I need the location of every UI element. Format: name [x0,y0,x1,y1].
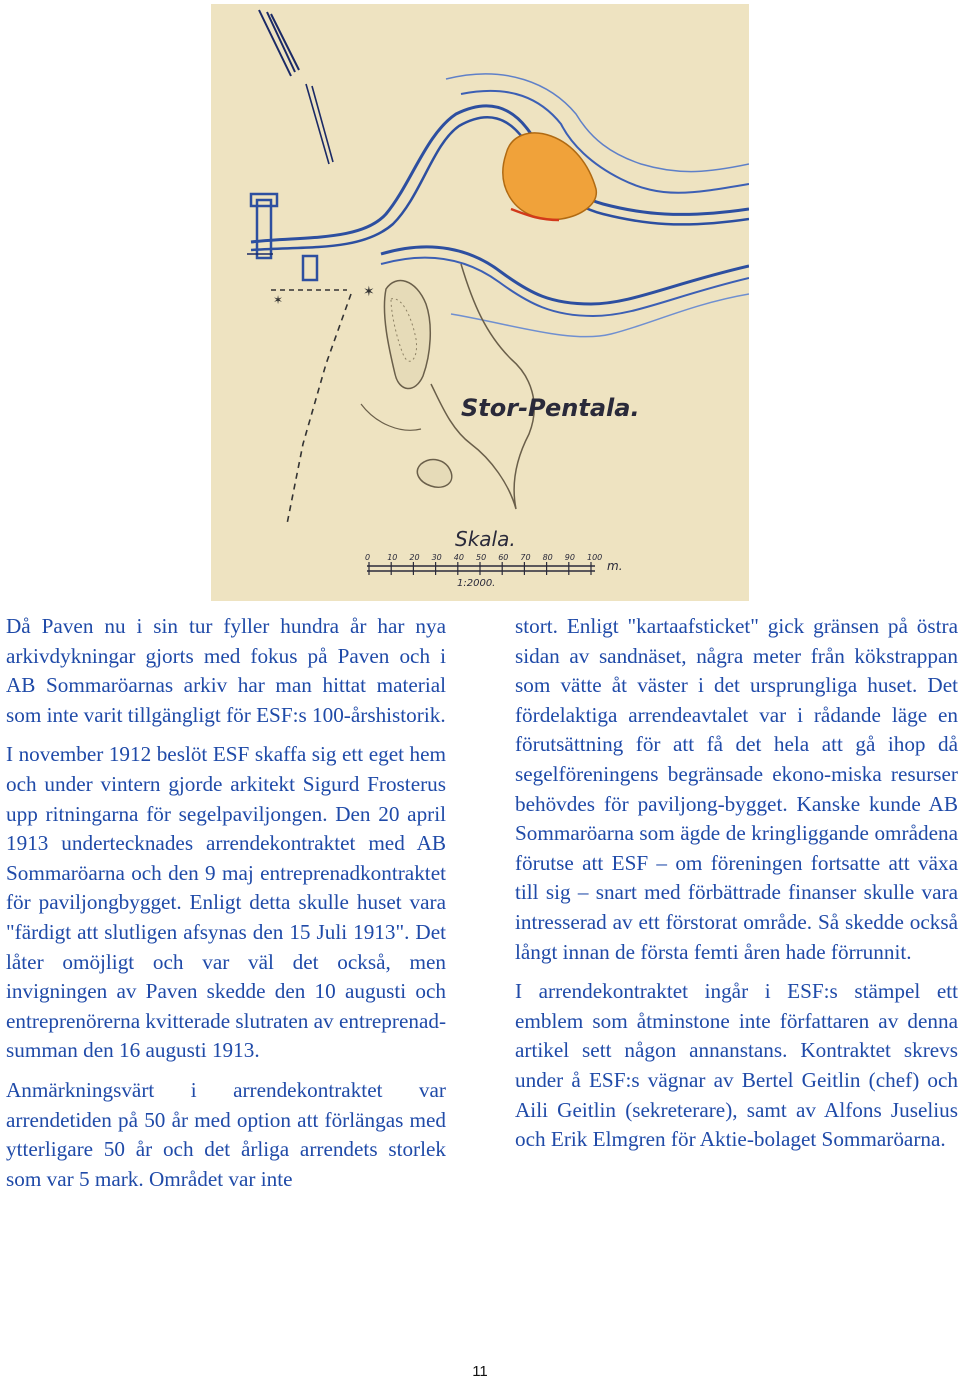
right-column [515,612,958,1165]
page-number: 11 [472,1363,488,1380]
left-column [6,612,446,1204]
scale-tick-label: 40 [453,553,464,562]
paragraph: I november 1912 beslöt ESF skaffa sig ett eget hem och under vintern gjorde arkitekt Sigurd Frosterus upp ritningarna för segelpaviljongen. Den 20 april 1913 undertecknades arrendekontraktet med AB Sommaröarna och den 9 maj entreprenadkontraktet för paviljongbygget. Enligt detta skulle huset vara "färdigt att slutligen afsynas den 15 Juli 1913". Det låter omöjligt och var väl det också, men invigningen av Paven skedde den 10 augusti och entreprenörerna kvitterade slutraten av entreprenadsumman den 16 augusti 1913. [6,742,446,1063]
scale-title: Skala. [455,527,516,551]
paragraph: Då Paven nu i sin tur fyller hundra år har nya arkivdykningar gjorts med fokus på Paven och i AB Sommaröarnas arkiv har man hittat material som inte varit tillgängligt för ESF:s 100-årshistorik. [6,614,446,727]
scale-tick-label: 90 [564,553,575,562]
scale-unit: m. [607,559,623,573]
paragraph: Anmärkningsvärt i arrendekontraktet var arrendetiden på 50 år med option att förlängas med ytterligare 50 år och det årliga arrendets storlek som var 5 mark. Området var inte [6,1077,446,1191]
paragraph: I arrendekontraktet ingår i ESF:s stämpel ett emblem som åtminstone inte författaren av denna artikel sett någon annanstans. Kontraktet skrevs under å ESF:s vägnar av Bertel Geitlin (chef) och Aili Geitlin (sekreterare), samt av Alfons Juselius och Erik Elmgren för Aktie-bolaget Sommaröarna. [515,979,958,1152]
scale-tick-label: 60 [498,553,509,562]
scale-tick-label: 80 [542,553,553,562]
map-drawing [211,4,749,601]
svg-text:✶: ✶ [273,293,284,307]
scale-tick-label: 0 [365,553,371,562]
place-label: Stor-Pentala. [461,394,640,422]
survey-marker-icon: ✶ [363,285,375,300]
historical-map [211,4,749,601]
scale-ratio: 1:2000. [457,578,496,589]
scale-tick-label: 30 [431,553,442,562]
scale-tick-label: 70 [520,553,531,562]
scale-tick-label: 100 [587,553,603,562]
paragraph: stort. Enligt "kartaafsticket" gick gränsen på östra sidan av sandnäset, några meter från kökstrappan som vätte åt väster i det ursprungliga huset. Det fördelaktiga arrendeavtalet var i rådande läge en förutsättning för att få det hela att gå ihop då segelföreningens begränsade ekono-miska resurser behövdes för paviljong-bygget. Kanske kunde AB Sommaröarna som ägde de kringliggande områdena förutse att ESF – om föreningen fortsatte att växa till sig – snart med förbättrade finanser skulle vara intresserad av ett förstorat område. Så skedde också långt innan de första femti åren hade förrunnit. [515,614,958,964]
scale-tick-label: 20 [409,553,420,562]
scale-tick-label: 50 [476,553,487,562]
scale-tick-label: 10 [387,553,398,562]
